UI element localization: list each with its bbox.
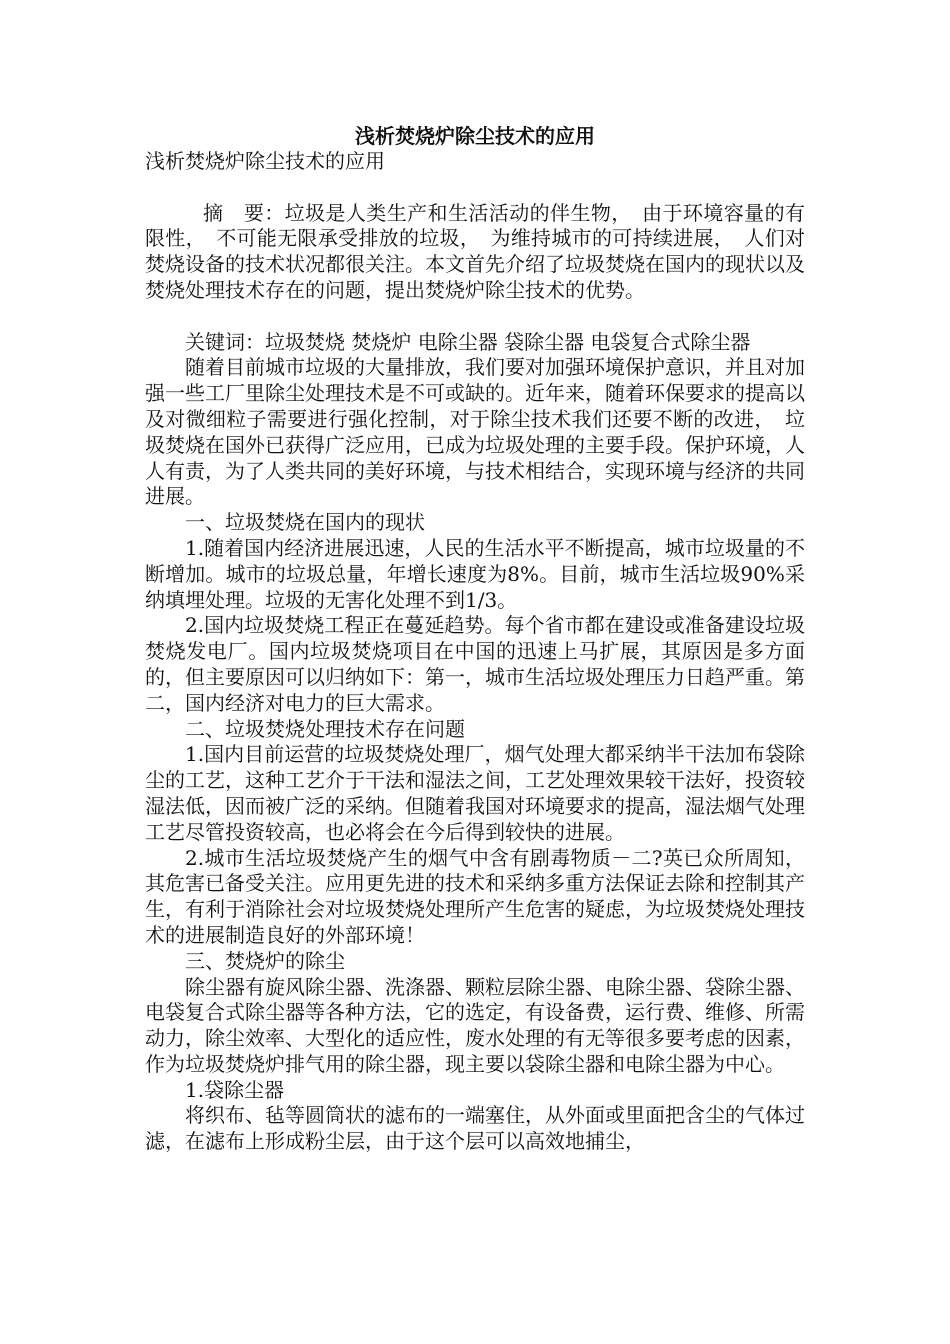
keywords-paragraph: 关键词：垃圾焚烧 焚烧炉 电除尘器 袋除尘器 电袋复合式除尘器 xyxy=(185,329,751,354)
abstract-paragraph: 摘 要：垃圾是人类生产和生活活动的伴生物， 由于环境容量的有限性， 不可能无限承受排放的垃圾， 为维持城市的可持续进展， 人们对焚烧设备的技术状况都很关注。本文首先介绍了垃圾焚烧在国内的现状以及焚烧处理技术存在的问题，提出焚烧炉除尘技术的优势。 xyxy=(145,200,805,302)
section-heading: 一、垃圾焚烧在国内的现状 xyxy=(185,510,425,535)
section-heading: 三、焚烧炉的除尘 xyxy=(185,948,345,973)
body-paragraph: 将织布、毡等圆筒状的滤布的一端塞住，从外面或里面把含尘的气体过滤，在滤布上形成粉尘层，由于这个层可以高效地捕尘， xyxy=(145,1103,805,1154)
body-paragraph: 1.随着国内经济进展迅速，人民的生活水平不断提高，城市垃圾量的不断增加。城市的垃圾总量，年增长速度为8%。目前，城市生活垃圾90%采纳填埋处理。垃圾的无害化处理不到1/3。 xyxy=(145,535,805,612)
document-title: 浅析焚烧炉除尘技术的应用 xyxy=(355,124,595,148)
body-paragraph: 随着目前城市垃圾的大量排放，我们要对加强环境保护意识，并且对加强一些工厂里除尘处理技术是不可或缺的。近年来，随着环保要求的提高以及对微细粒子需要进行强化控制，对于除尘技术我们还要不断的改进， 垃圾焚烧在国外已获得广泛应用，已成为垃圾处理的主要手段。保护环境，人人有责，为了人类共同的美好环境，与技术相结合，实现环境与经济的共同进展。 xyxy=(145,355,805,509)
document-body xyxy=(145,123,805,1155)
document-subtitle: 浅析焚烧炉除尘技术的应用 xyxy=(145,149,385,173)
body-paragraph: 2.城市生活垃圾焚烧产生的烟气中含有剧毒物质－二?英已众所周知，其危害已备受关注。应用更先进的技术和采纳多重方法保证去除和控制其产生，有利于消除社会对垃圾焚烧处理所产生危害的疑虑，为垃圾焚烧处理技术的进展制造良好的外部环境！ xyxy=(145,845,805,947)
blank-line xyxy=(145,175,805,201)
body-paragraph: 2.国内垃圾焚烧工程正在蔓延趋势。每个省市都在建设或准备建设垃圾焚烧发电厂。国内垃圾焚烧项目在中国的迅速上马扩展，其原因是多方面的，但主要原因可以归纳如下：第一，城市生活垃圾处理压力日趋严重。第二，国内经济对电力的巨大需求。 xyxy=(145,613,805,715)
blank-line xyxy=(145,304,805,330)
subsection-heading: 1.袋除尘器 xyxy=(185,1077,285,1102)
section-heading: 二、垃圾焚烧处理技术存在问题 xyxy=(185,716,465,741)
body-paragraph: 1.国内目前运营的垃圾焚烧处理厂，烟气处理大都采纳半干法加布袋除尘的工艺，这种工艺介于干法和湿法之间，工艺处理效果较干法好，投资较湿法低，因而被广泛的采纳。但随着我国对环境要求的提高，湿法烟气处理工艺尽管投资较高，也必将会在今后得到较快的进展。 xyxy=(145,742,805,844)
body-paragraph: 除尘器有旋风除尘器、洗涤器、颗粒层除尘器、电除尘器、袋除尘器、电袋复合式除尘器等各种方法，它的选定，有设备费，运行费、维修、所需动力，除尘效率、大型化的适应性，废水处理的有无等很多要考虑的因素，作为垃圾焚烧炉排气用的除尘器，现主要以袋除尘器和电除尘器为中心。 xyxy=(145,974,805,1076)
